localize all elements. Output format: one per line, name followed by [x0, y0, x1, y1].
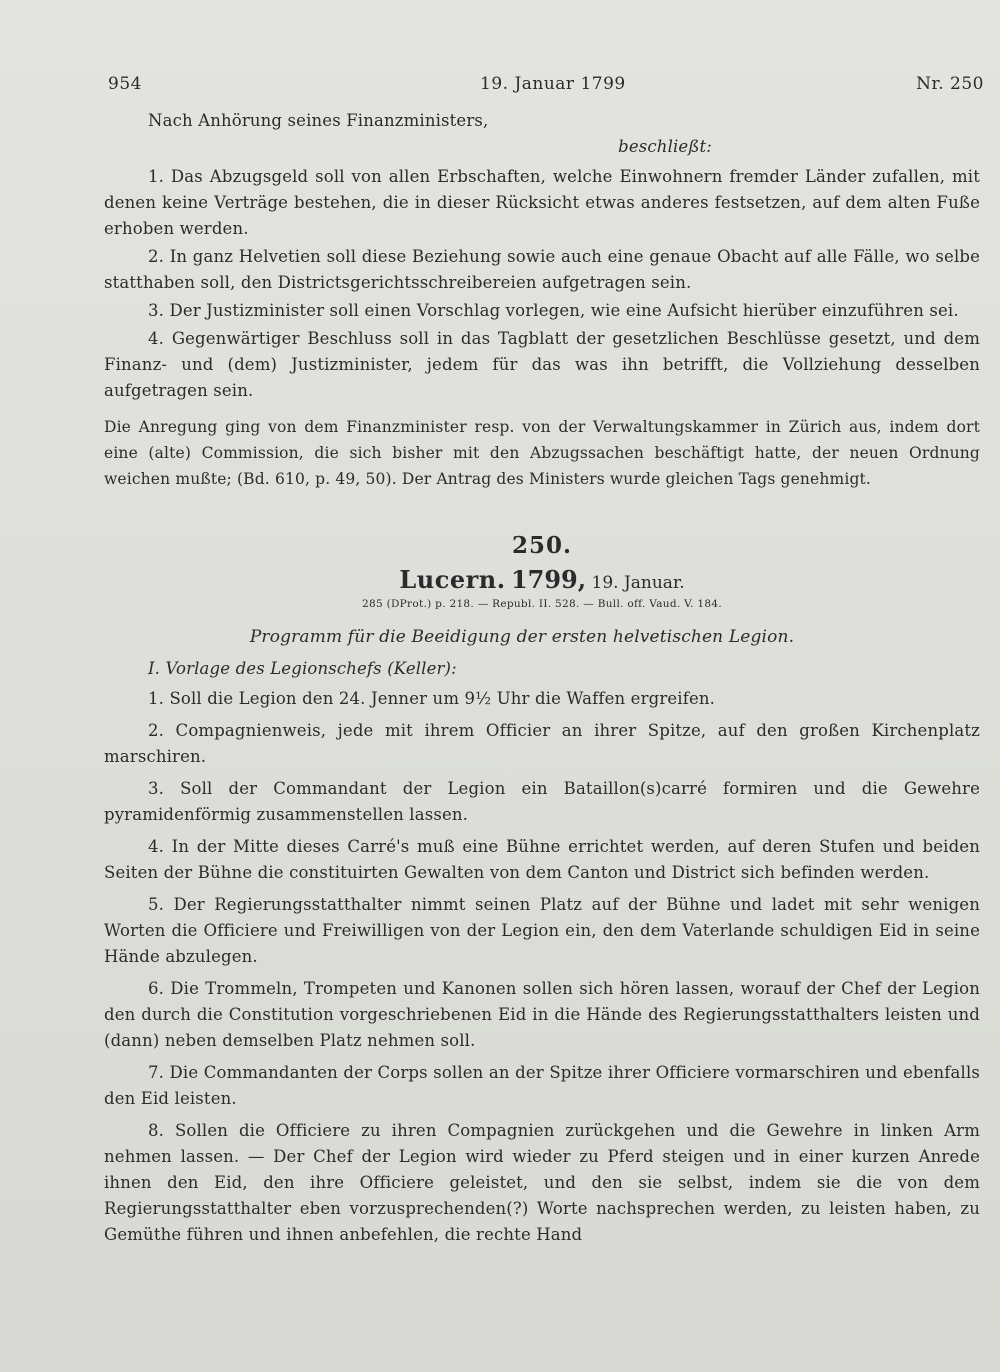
document-date: 19. Januar. [591, 573, 685, 593]
program-item: 8. Sollen die Officiere zu ihren Compagnien zurückgehen und die Gewehre in linken Arm nehmen lassen. — Der Chef der Legion wird wieder zu Pferd steigen und in einer kurzen Anrede ihnen den Eid, den ihre Officiere geleistet, und den sie selbst, indem sie die von dem Regierungsstatthalter eben vorzusprechenden(?) Worte nachsprechen werden, zu leisten haben, zu Gemüthe führen und ihnen anbefehlen, die rechte Hand [104, 1121, 980, 1244]
program-item: 5. Der Regierungsstatthalter nimmt seinen Platz auf der Bühne und ladet mit sehr wenigen Worten die Officiere und Freiwilligen von der Legion ein, den dem Vaterlande schuldigen Eid in seine Hände abzulegen. [104, 895, 980, 966]
program-item: 1. Soll die Legion den 24. Jenner um 9½ Uhr die Waffen ergreifen. [148, 689, 716, 708]
program-item: 3. Soll der Commandant der Legion ein Bataillon(s)carré formiren und die Gewehre pyramidenförmig zusammenstellen lassen. [104, 779, 980, 824]
page-number: 954 [108, 74, 142, 94]
document-heading [104, 565, 980, 594]
decision-item: 1. Das Abzugsgeld soll von allen Erbschaften, welche Einwohnern fremder Länder zufallen, mit denen keine Verträge bestehen, die in dieser Rücksicht etwas anderes festsetzen, auf dem alten Fuße erhoben werden. [104, 167, 980, 238]
document-year: 1799, [510, 565, 587, 594]
page-header [108, 74, 984, 98]
program-item: 4. In der Mitte dieses Carré's muß eine Bühne errichtet werden, auf deren Stufen und beiden Seiten der Bühne die constituirten Gewalten von dem Canton und District sich befinden werden. [104, 837, 980, 882]
page-body [104, 108, 980, 1254]
source-references: 285 (DProt.) p. 218. — Republ. II. 528. — Bull. off. Vaud. V. 184. [361, 598, 723, 610]
decision-item: 3. Der Justizminister soll einen Vorschlag vorlegen, wie eine Aufsicht hierüber einzuführen sei. [148, 301, 959, 320]
intro-line: Nach Anhörung seines Finanzministers, [148, 111, 489, 130]
program-list [104, 686, 980, 1248]
program-item: 7. Die Commandanten der Corps sollen an der Spitze ihrer Officiere vormarschiren und ebenfalls den Eid leisten. [104, 1063, 980, 1108]
decision-list [104, 164, 980, 404]
program-item: 2. Compagnienweis, jede mit ihrem Officier an ihrer Spitze, auf den großen Kirchenplatz marschiren. [104, 721, 980, 766]
program-item: 6. Die Trommeln, Trompeten und Kanonen sollen sich hören lassen, worauf der Chef der Legion den durch die Constitution vorgeschriebenen Eid in die Hände des Regierungsstatthalters leisten und (dann) neben demselben Platz nehmen soll. [104, 979, 980, 1050]
decision-item: 4. Gegenwärtiger Beschluss soll in das Tagblatt der gesetzlichen Beschlüsse gesetzt, und dem Finanz- und (dem) Justizminister, jedem für das was ihn betrifft, die Vollziehung desselben aufgetragen sein. [104, 329, 980, 400]
resolves-line: beschließt: [618, 137, 712, 156]
decision-item: 2. In ganz Helvetien soll diese Beziehung sowie auch eine genaue Obacht auf alle Fälle, wo selbe statthaben soll, den Districtsgerichtsschreibereien aufgetragen sein. [104, 247, 980, 292]
editorial-note: Die Anregung ging von dem Finanzminister resp. von der Verwaltungskammer in Zürich aus, indem dort eine (alte) Commission, die sich bisher mit den Abzugssachen beschäftigt hatte, der neuen Ordnung weichen mußte; (Bd. 610, p. 49, 50). Der Antrag des Ministers wurde gleichen Tags genehmigt. [104, 418, 980, 488]
section-heading: I. Vorlage des Legionschefs (Keller): [148, 659, 457, 678]
header-date: 19. Januar 1799 [480, 74, 626, 94]
program-title: Programm für die Beeidigung der ersten helvetischen Legion. [249, 627, 795, 647]
document-place: Lucern. [399, 565, 506, 594]
header-doc-number: Nr. 250 [916, 74, 984, 94]
document-number: 250. [511, 532, 573, 559]
